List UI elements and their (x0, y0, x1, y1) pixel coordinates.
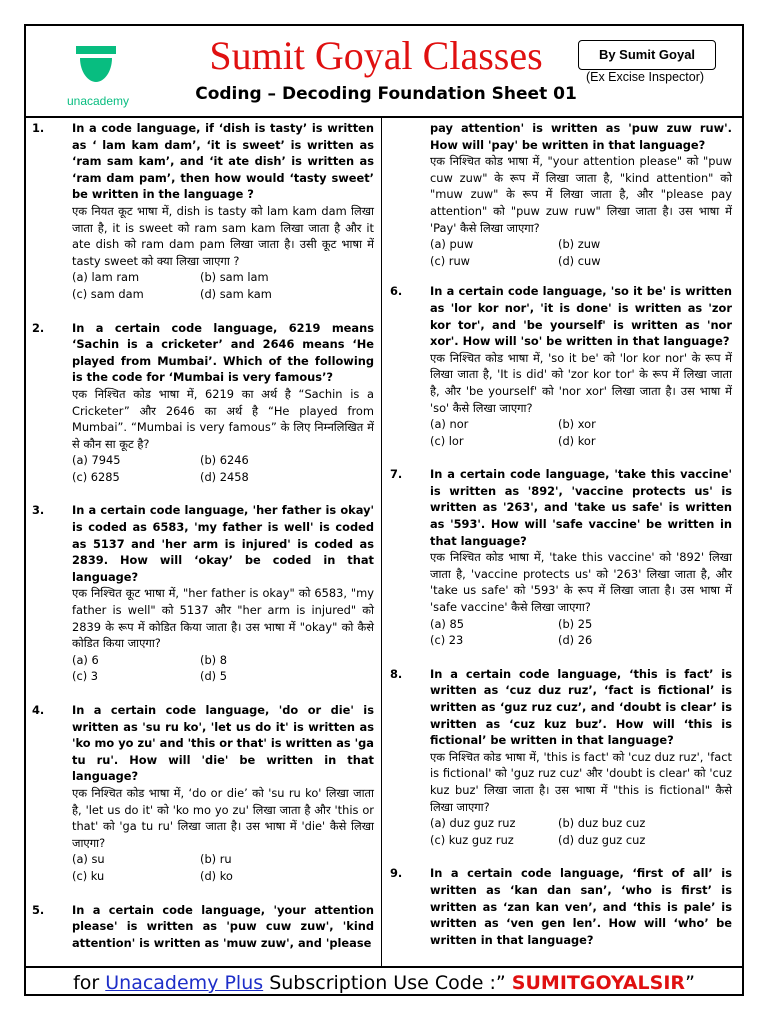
page-header (26, 26, 742, 118)
question-1 (32, 120, 374, 303)
option: (b) sam lam (200, 270, 269, 285)
option: (a) su (72, 852, 105, 867)
question-number: 7. (390, 467, 403, 482)
footer-suffix: ” (685, 972, 695, 994)
question-2 (32, 320, 374, 486)
column-divider (381, 118, 382, 966)
question-4 (32, 702, 374, 885)
options (430, 815, 732, 848)
option: (c) lor (430, 433, 464, 448)
question-text-english: In a certain code language, 'take this vaccine' is written as '892', 'vaccine protects us' is written as '263', and 'take us safe' is written as '593'. How will 'safe vaccine' be written in that language? (430, 467, 732, 548)
question-text-english: In a certain code language, 'so it be' is written as 'lor kor nor', 'it is done' is written as 'zor kor tor', and 'be yourself' is written as 'nor xor'. How will 'so' be written in that language? (430, 284, 732, 349)
referral-code: SUMITGOYALSIR (511, 972, 686, 994)
question-number: 5. (32, 902, 45, 917)
sheet-subtitle: Coding – Decoding Foundation Sheet 01 (195, 84, 577, 104)
question-number: 2. (32, 320, 45, 335)
options (72, 851, 374, 884)
option: (a) 7945 (72, 453, 121, 468)
question-8 (390, 666, 732, 849)
footer-prefix: for (73, 972, 106, 994)
question-3 (32, 502, 374, 685)
option: (a) lam ram (72, 270, 140, 285)
option: (c) ruw (430, 253, 470, 268)
question-5-continued (430, 120, 732, 269)
option: (b) 8 (200, 652, 227, 667)
unacademy-logo (48, 42, 148, 112)
question-text-english: In a certain code language, 'do or die' is written as 'su ru ko', 'let us do it' is written as 'ko mo yo zu' and 'this or that' is written as 'ga tu ru'. How will 'die' be written in that language? (72, 703, 374, 784)
question-text-english: In a certain code language, 6219 means ‘Sachin is a cricketer’ and 2646 means ‘He played from Mumbai’. Which of the following is the code for ‘Mumbai is very famous’? (72, 320, 374, 385)
option: (b) 25 (558, 616, 593, 631)
question-text-hindi: एक निश्चित कोड भाषा में, "your attention please" को "puw cuw zuw" के रूप में लिखा जाता है, "kind attention" को "muw zuw" के रूप में लिखा जाता है, और "please pay attention" को "puw zuw ruw" लिखा जाता है। उस भाषा में 'Pay' कैसे लिखा जाएगा? (430, 154, 732, 235)
question-text-english: In a certain code language, 'your attention please' is written as 'puw cuw zuw', 'kind attention' is written as 'muw zuw', and 'please (72, 902, 374, 950)
options (72, 269, 374, 302)
author-badge: By Sumit Goyal (578, 40, 716, 70)
question-number: 1. (32, 121, 45, 135)
question-text-hindi: एक निश्चित कूट भाषा में, "her father is okay" को 6583, "my father is well" को 5137 और "her arm is injured" को 2839 के रूप में कोडित किया जाता है। उस भाषा में "okay" को कैसे कोडित किया जाएगा? (72, 586, 374, 651)
question-6 (390, 283, 732, 449)
footer-middle: Subscription Use Code :” (263, 972, 512, 994)
option: (c) ku (72, 868, 105, 883)
options (72, 652, 374, 685)
question-number: 6. (390, 284, 403, 299)
option: (d) ko (200, 868, 233, 883)
option: (d) cuw (558, 253, 601, 268)
question-number: 9. (390, 866, 403, 881)
option: (c) 3 (72, 669, 99, 684)
option: (a) 6 (72, 652, 99, 667)
unacademy-logo-icon (74, 44, 118, 88)
option: (b) zuw (558, 237, 601, 252)
question-text-hindi: एक निश्चित कोड भाषा में, 6219 का अर्थ है “Sachin is a Cricketer” और 2646 का अर्थ है “He played from Mumbai”. “Mumbai is very famous” के लिए निम्नलिखित में से कौन सा कूट है? (72, 386, 374, 451)
author-note: (Ex Excise Inspector) (585, 70, 705, 84)
option: (b) 6246 (200, 453, 249, 468)
question-text-hindi: एक निश्चित कोड भाषा में, ‘do or die’ को 'su ru ko' लिखा जाता है, 'let us do it' को 'ko mo yo zu' लिखा जाता है और 'this or that' को 'ga tu ru' लिखा जाता है। उस भाषा में 'die' कैसे लिखा जाएगा? (72, 785, 374, 850)
option: (a) nor (430, 417, 469, 432)
logo-text: unacademy (66, 94, 130, 108)
right-column (390, 120, 732, 965)
question-text-hindi: एक निश्चित कोड भाषा में, 'take this vaccine' को '892' लिखा जाता है, 'vaccine protects us' को '263' लिखा जाता है, और 'take us safe' को '593' के रूप में लिखा जाता है। उस भाषा में 'safe vaccine' कैसे लिखा जाएगा? (430, 550, 732, 615)
question-5 (32, 902, 374, 952)
question-text-english: In a code language, if ‘dish is tasty’ is written as ‘ lam kam dam’, ‘it is sweet’ is written as ‘ram sam kam’, and ‘it ate dish’ is written as ‘ram dam pam’, then how would ‘tasty sweet’ be written in the language ? (72, 121, 374, 202)
option: (b) xor (558, 417, 596, 432)
option: (b) ru (200, 852, 232, 867)
page-title: Sumit Goyal Classes (209, 33, 543, 78)
option: (d) 5 (200, 669, 227, 684)
question-text-english: In a certain code language, ‘first of all’ is written as ‘kan dan san’, ‘who is first’ is written as ‘zan kan ven’, and ‘this is pale’ is written as ‘ven gen len’. How will ‘who’ be written in that language? (430, 866, 732, 947)
option: (a) puw (430, 237, 474, 252)
option: (d) sam kam (200, 286, 272, 301)
option: (d) duz guz cuz (558, 832, 646, 847)
option: (a) duz guz ruz (430, 816, 516, 831)
question-number: 8. (390, 666, 403, 681)
options (430, 236, 732, 269)
option: (d) 2458 (200, 469, 249, 484)
option: (c) 23 (430, 633, 464, 648)
left-column (32, 120, 374, 968)
question-text-english: In a certain code language, 'her father is okay' is coded as 6583, 'my father is well' is coded as 5137 and 'her arm is injured' is coded as 2839. How will ‘okay’ be coded in that language? (72, 503, 374, 584)
options (430, 616, 732, 649)
question-text-hindi: एक निश्चित कोड भाषा में, 'this is fact' को 'cuz duz ruz', 'fact is fictional' को 'guz ruz cuz' और 'doubt is clear' को 'cuz kuz buz' लिखा जाता है। उस भाषा में "this is fictional" कैसे लिखा जाएगा? (430, 749, 732, 814)
option: (c) kuz guz ruz (430, 832, 514, 847)
option: (c) sam dam (72, 286, 144, 301)
page-frame (24, 24, 744, 996)
option: (c) 6285 (72, 469, 120, 484)
question-text-english: In a certain code language, ‘this is fact’ is written as ‘cuz duz ruz’, ‘fact is fictional’ is written as ‘guz ruz cuz’, and ‘doubt is clear’ is written as ‘cuz kuz buz’. How will ‘this is fictional’ be written in that language? (430, 666, 732, 748)
options (430, 416, 732, 449)
option: (b) duz buz cuz (558, 816, 646, 831)
question-text-hindi: एक नियत कूट भाषा में, dish is tasty को lam kam dam लिखा जाता है, it is sweet को ram sam kam लिखा जाता है और it ate dish को ram dam pam लिखा जाता है। उसी कूट भाषा में tasty sweet को क्या लिखा जाएगा ? (72, 203, 374, 268)
option: (d) 26 (558, 633, 593, 648)
option: (a) 85 (430, 616, 464, 631)
question-7 (390, 466, 732, 649)
question-number: 3. (32, 503, 45, 518)
question-text-english: pay attention' is written as 'puw zuw ruw'. How will 'pay' be written in that language? (430, 121, 732, 152)
options (72, 452, 374, 485)
question-text-hindi: एक निश्चित कोड भाषा में, 'so it be' को 'lor kor nor' के रूप में लिखा जाता है, 'It is did' को 'zor kor tor' के रूप में लिखा जाता है, और 'be yourself' को 'nor xor' लिखा जाता है। उस भाषा में 'so' कैसे लिखा जाएगा? (430, 350, 732, 415)
promo-footer (26, 966, 742, 998)
unacademy-plus-link[interactable]: Unacademy Plus (105, 972, 264, 994)
option: (d) kor (558, 433, 596, 448)
question-9 (390, 865, 732, 948)
question-number: 4. (32, 703, 45, 717)
